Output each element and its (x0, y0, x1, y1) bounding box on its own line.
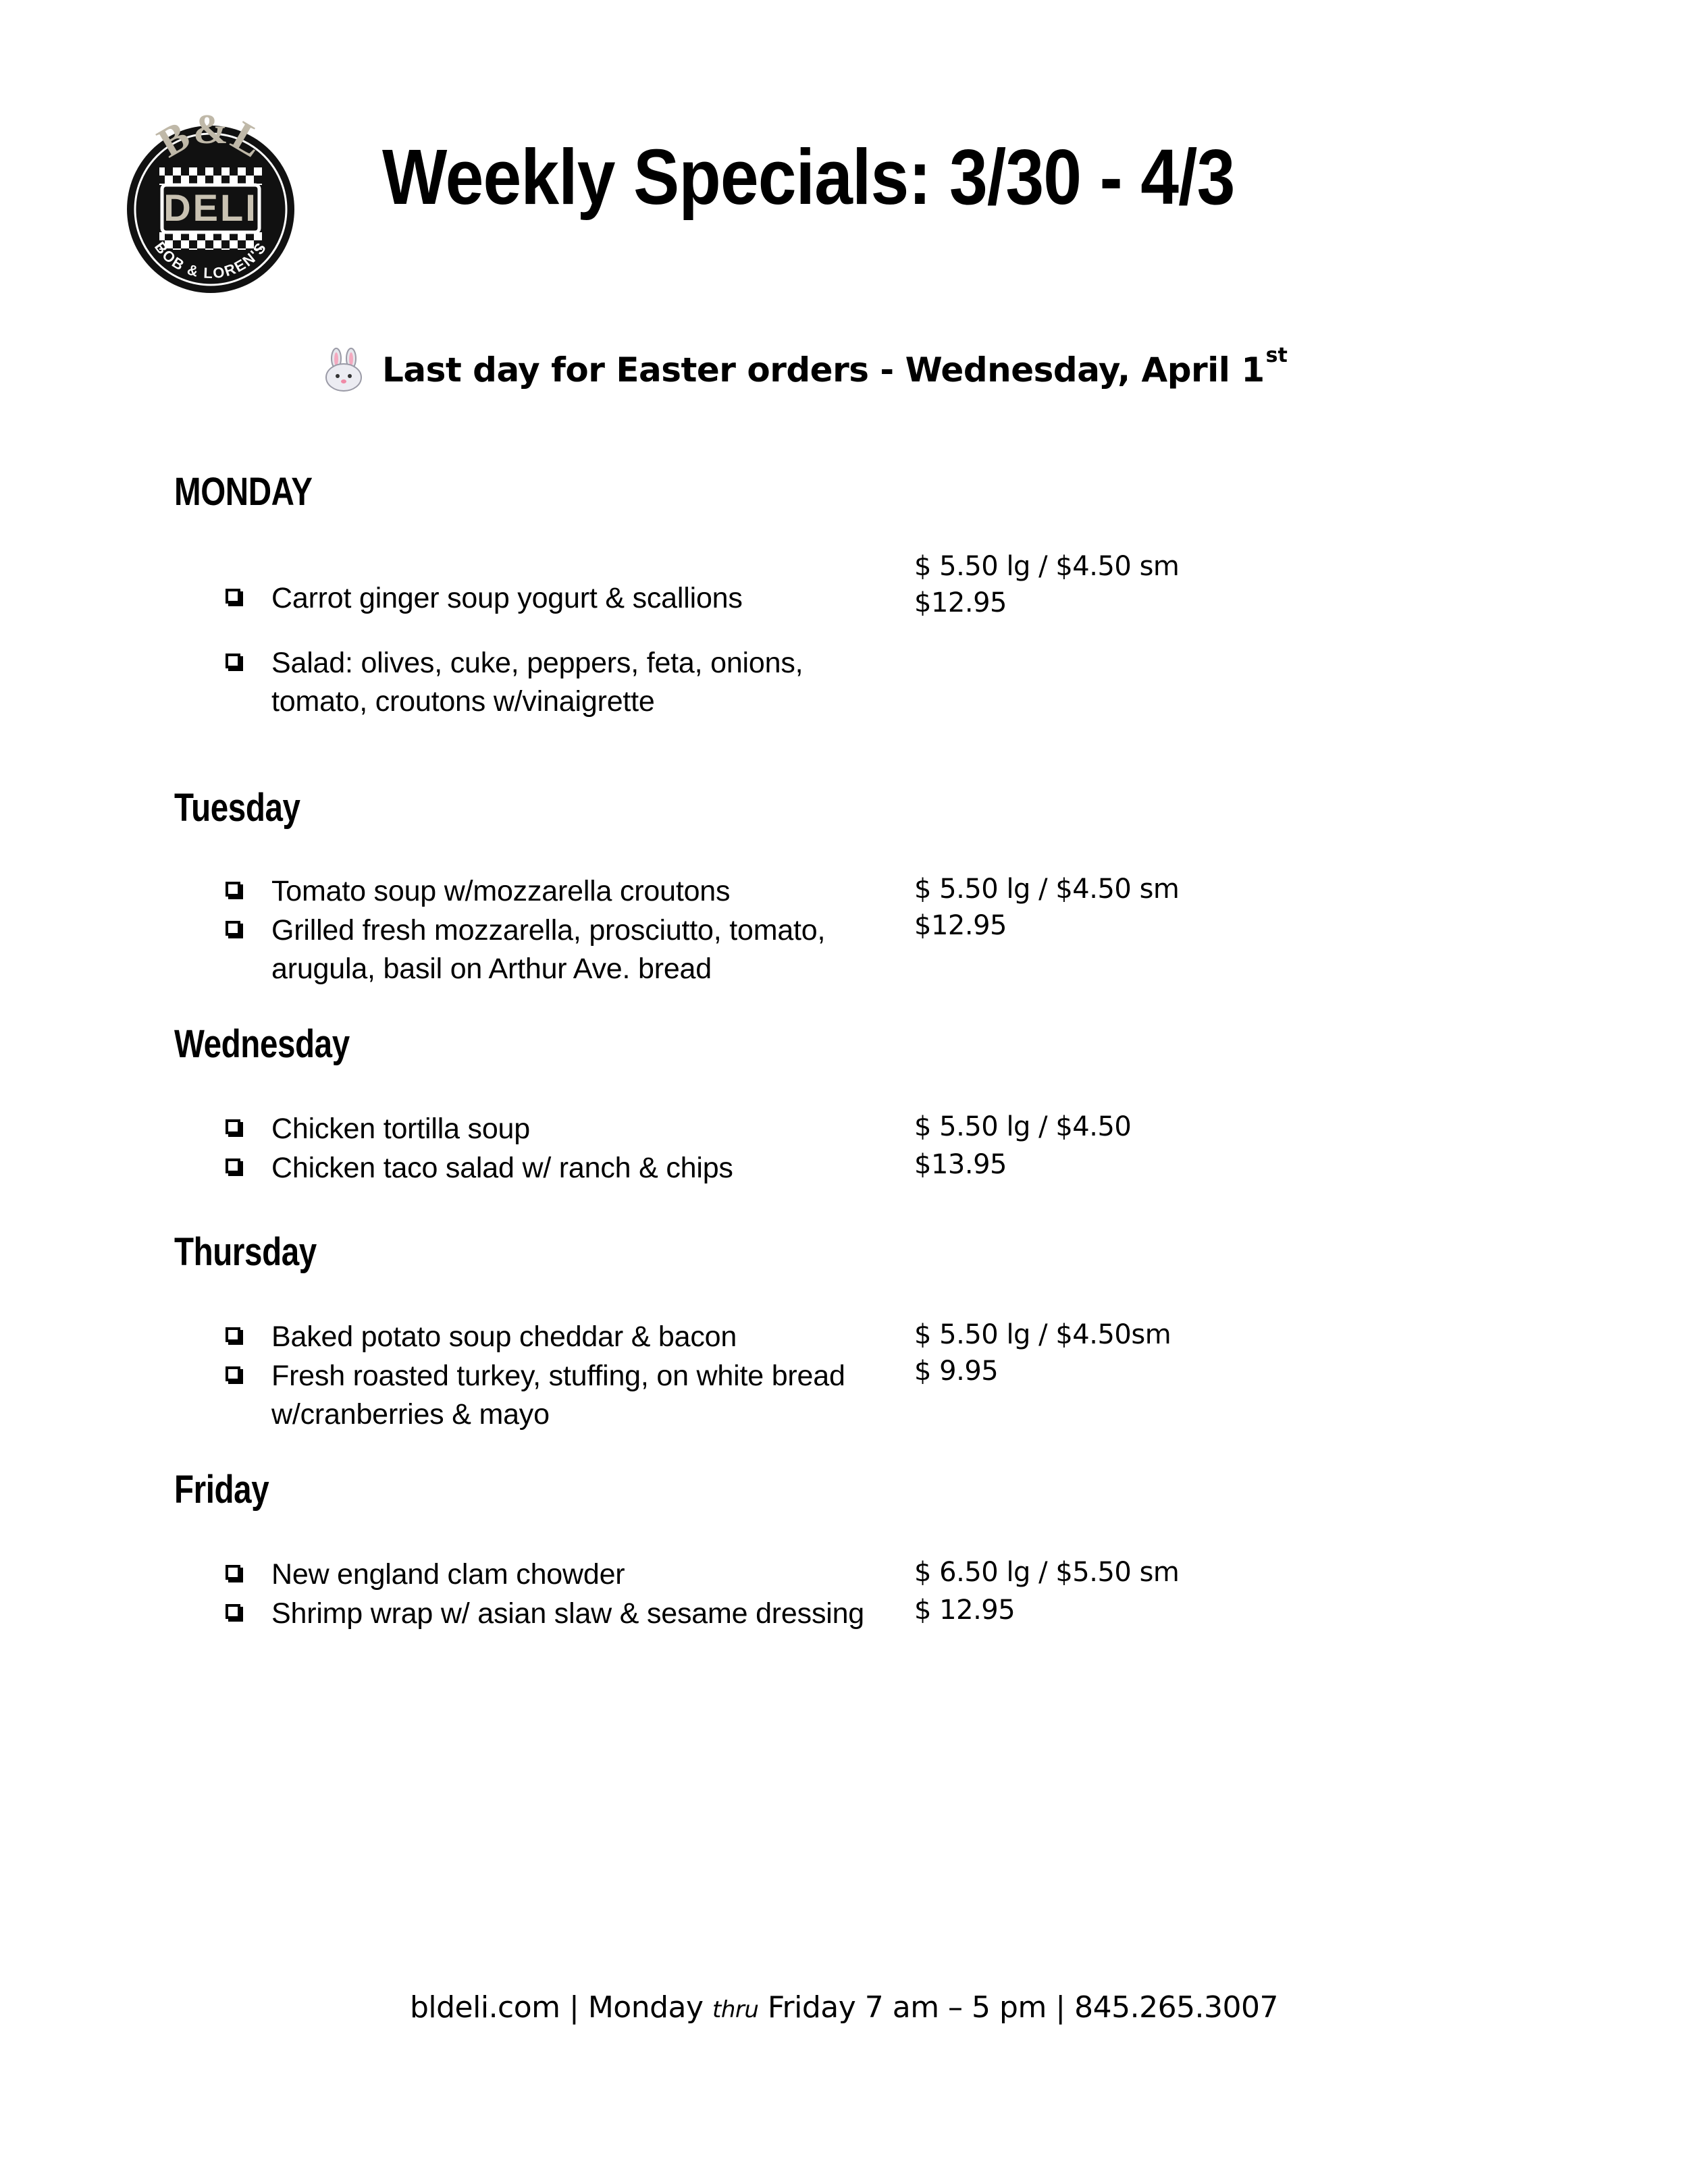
day-heading-tuesday: Tuesday (174, 786, 300, 830)
menu-item-text: Shrimp wrap w/ asian slaw & sesame dressing (271, 1597, 865, 1630)
day-heading-wednesday: Wednesday (174, 1022, 350, 1066)
menu-item-text: Fresh roasted turkey, stuffing, on white bread w/cranberries & mayo (271, 1360, 845, 1431)
price-soup: $ 6.50 lg / $5.50 sm (914, 1557, 1180, 1588)
logo-top-text: B&L (150, 111, 271, 167)
checkbox-icon (226, 882, 240, 897)
checkbox-icon (226, 1366, 240, 1381)
checkbox-icon (226, 921, 240, 936)
menu-item-text: Chicken taco salad w/ ranch & chips (271, 1152, 733, 1184)
notice-text: Last day for Easter orders - Wednesday, April 1 (382, 350, 1265, 390)
price-entree: $13.95 (914, 1149, 1007, 1180)
menu-item (226, 911, 860, 988)
checkbox-icon (226, 1565, 240, 1580)
price-soup: $ 5.50 lg / $4.50 sm (914, 551, 1180, 582)
menu-item (226, 1318, 887, 1356)
menu-item (226, 872, 887, 911)
footer-thru: thru (712, 1996, 759, 2023)
page-title: Weekly Specials: 3/30 - 4/3 (382, 133, 1235, 221)
menu-item-text: Salad: olives, cuke, peppers, feta, onions, tomato, croutons w/vinaigrette (271, 647, 803, 718)
menu-item (226, 644, 833, 721)
menu-item-text: Tomato soup w/mozzarella croutons (271, 875, 731, 907)
price-entree: $ 12.95 (914, 1595, 1016, 1626)
menu-item (226, 1110, 887, 1148)
notice-superscript: st (1265, 343, 1288, 367)
menu-item (226, 579, 887, 618)
day-heading-monday: MONDAY (174, 470, 313, 514)
footer-contact (0, 1990, 1688, 2025)
footer-text-start: bldeli.com | Monday (409, 1990, 713, 2025)
day-heading-friday: Friday (174, 1468, 269, 1512)
menu-item-text: New england clam chowder (271, 1558, 625, 1591)
menu-item (226, 1555, 887, 1594)
footer-text-end: Friday 7 am – 5 pm | 845.265.3007 (758, 1990, 1279, 2025)
menu-item-text: Grilled fresh mozzarella, prosciutto, tomato, arugula, basil on Arthur Ave. bread (271, 914, 826, 985)
day-heading-thursday: Thursday (174, 1230, 317, 1274)
checkbox-icon (226, 1158, 240, 1173)
price-entree: $12.95 (914, 587, 1007, 618)
checkbox-icon (226, 1119, 240, 1134)
deli-logo (124, 111, 297, 296)
checkbox-icon (226, 589, 240, 604)
logo-center-text: DELI (163, 186, 258, 229)
price-entree: $ 9.95 (914, 1356, 999, 1387)
menu-item-text: Carrot ginger soup yogurt & scallions (271, 582, 743, 614)
checkbox-icon (226, 654, 240, 668)
checkbox-icon (226, 1604, 240, 1619)
price-entree: $12.95 (914, 910, 1007, 941)
logo-bottom-text: BOB & LOREN'S (151, 238, 270, 282)
bunny-icon (321, 348, 366, 392)
menu-item-text: Baked potato soup cheddar & bacon (271, 1321, 737, 1353)
price-soup: $ 5.50 lg / $4.50sm (914, 1319, 1171, 1350)
price-soup: $ 5.50 lg / $4.50 (914, 1111, 1132, 1142)
menu-item (226, 1595, 887, 1633)
menu-item (226, 1357, 860, 1434)
checkbox-icon (226, 1327, 240, 1342)
menu-item (226, 1149, 887, 1188)
price-soup: $ 5.50 lg / $4.50 sm (914, 874, 1180, 905)
easter-notice (321, 343, 1288, 397)
menu-item-text: Chicken tortilla soup (271, 1113, 530, 1145)
